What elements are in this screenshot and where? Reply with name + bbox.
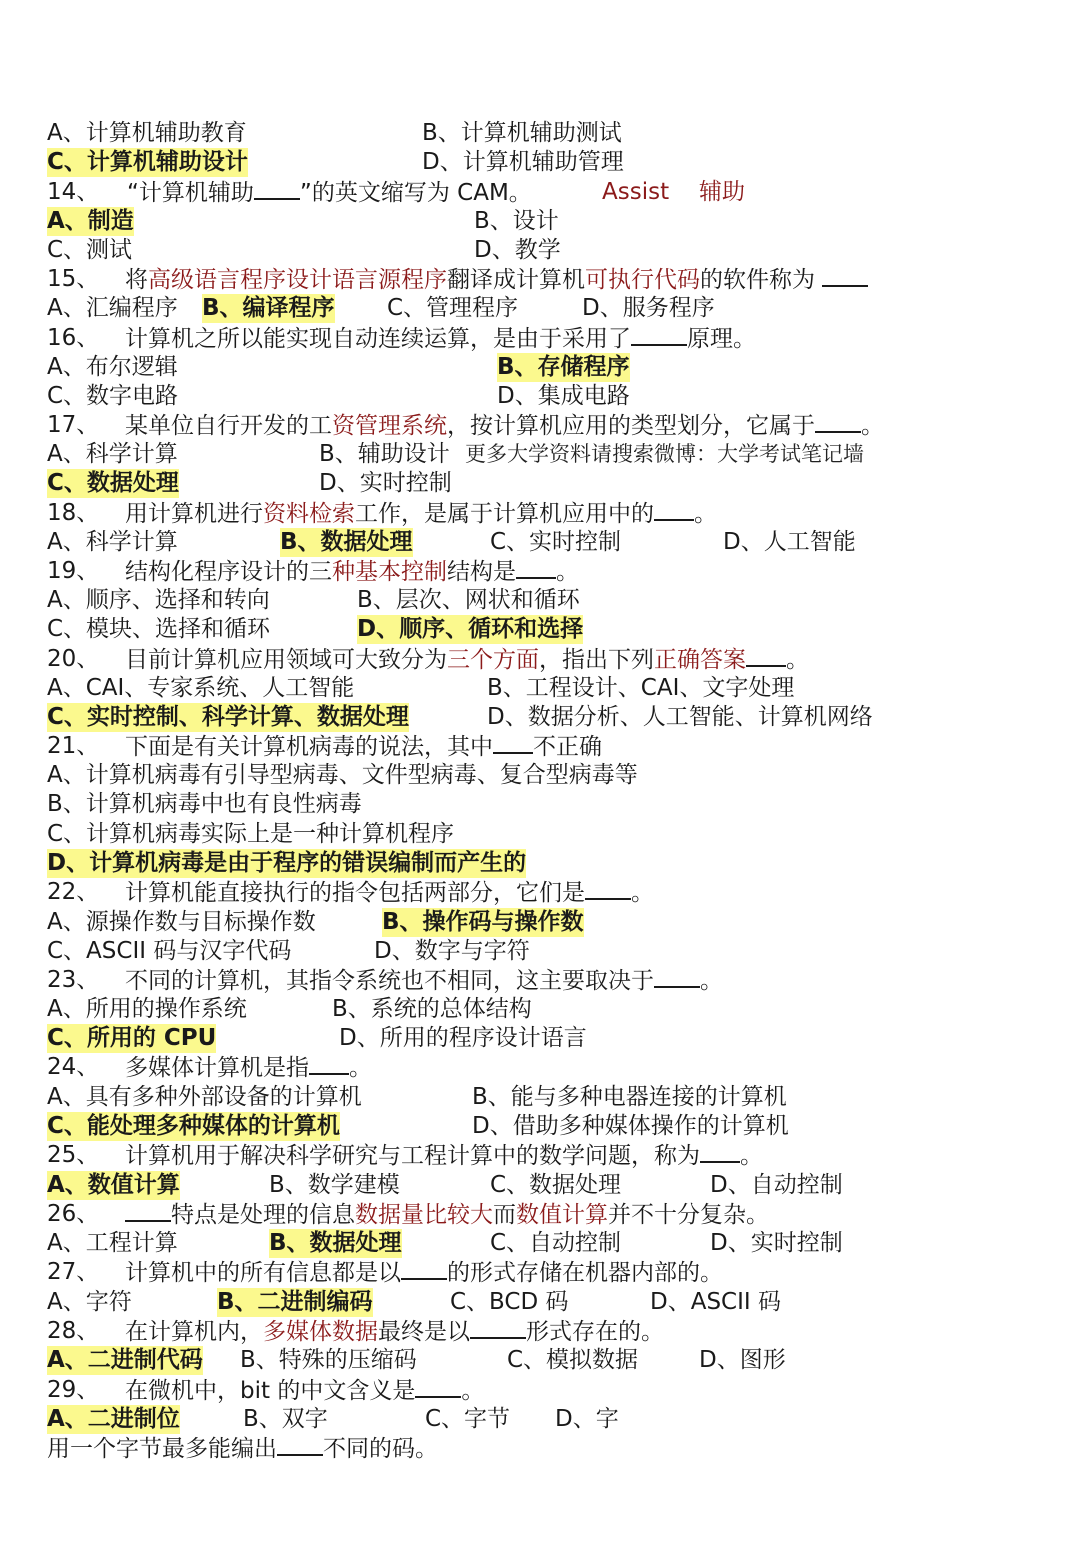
option-d: D、数据分析、人工智能、计算机网络 xyxy=(487,704,873,730)
answer-option-a: A、二进制代码 xyxy=(47,1347,203,1373)
option-c: C、数据处理 xyxy=(490,1172,622,1198)
answer-option-b: B、数据处理 xyxy=(280,529,413,555)
question-number: 19、 xyxy=(47,558,100,584)
option-d: D、ASCII 码 xyxy=(650,1289,781,1315)
question-text: 将高级语言程序设计语言源程序翻译成计算机可执行代码的软件称为 xyxy=(125,265,868,295)
keyword-note: 辅助 xyxy=(699,179,745,205)
answer-blank xyxy=(585,878,631,900)
option-c: C、ASCII 码与汉字代码 xyxy=(47,938,292,964)
option-d: D、所用的程序设计语言 xyxy=(339,1025,587,1051)
option-a: A、CAI、专家系统、人工智能 xyxy=(47,675,355,701)
question-number: 20、 xyxy=(47,646,100,672)
option-d: D、人工智能 xyxy=(723,529,856,555)
option-d: D、教学 xyxy=(474,237,561,263)
answer-blank xyxy=(700,1141,740,1163)
option-b: B、工程设计、CAI、文字处理 xyxy=(487,675,795,701)
option-a: A、科学计算 xyxy=(47,529,178,555)
question-number: 28、 xyxy=(47,1318,100,1344)
question-text: 在微机中，bit 的中文含义是 。 xyxy=(125,1378,485,1404)
answer-blank xyxy=(415,1376,461,1398)
question-number: 14、 xyxy=(47,179,100,205)
answer-blank xyxy=(822,265,868,287)
option-a: A、汇编程序 xyxy=(47,295,178,321)
option-d: D、字 xyxy=(555,1406,619,1432)
answer-blank xyxy=(493,732,533,754)
option-a: A、科学计算 xyxy=(47,441,178,467)
answer-option-b: B、二进制编码 xyxy=(217,1289,373,1315)
option-c: C、测试 xyxy=(47,237,133,263)
question-text: 在计算机内，多媒体数据最终是以 形式存在的。 xyxy=(125,1319,664,1345)
option-d: D、服务程序 xyxy=(582,295,715,321)
answer-blank xyxy=(401,1258,447,1280)
answer-option-b: B、存储程序 xyxy=(497,354,630,380)
option-d: D、图形 xyxy=(699,1347,786,1373)
option-b: B、层次、网状和循环 xyxy=(357,587,580,613)
option-c: C、字节 xyxy=(425,1406,511,1432)
answer-option-c: C、能处理多种媒体的计算机 xyxy=(47,1113,340,1139)
option-b: B、计算机病毒中也有良性病毒 xyxy=(47,791,362,817)
question-text: 下面是有关计算机病毒的说法，其中 不正确 xyxy=(125,734,602,760)
option-a: A、工程计算 xyxy=(47,1230,178,1256)
option-b: B、辅助设计 xyxy=(319,441,450,467)
option-d: D、自动控制 xyxy=(710,1172,843,1198)
option-d: D、借助多种媒体操作的计算机 xyxy=(472,1113,789,1139)
option-b: B、特殊的压缩码 xyxy=(240,1347,417,1373)
question-number: 17、 xyxy=(47,412,100,438)
question-number: 24、 xyxy=(47,1054,100,1080)
question-number: 16、 xyxy=(47,325,100,351)
option-a: A、顺序、选择和转向 xyxy=(47,587,270,613)
option-d: D、实时控制 xyxy=(710,1230,843,1256)
question-text: 计算机中的所有信息都是以 的形式存储在机器内部的。 xyxy=(125,1260,723,1286)
option-b: B、双字 xyxy=(243,1406,328,1432)
answer-option-a: A、二进制位 xyxy=(47,1406,180,1432)
option-a: A、计算机病毒有引导型病毒、文件型病毒、复合型病毒等 xyxy=(47,762,638,788)
answer-blank xyxy=(815,411,861,433)
question-number: 25、 xyxy=(47,1142,100,1168)
answer-blank xyxy=(309,1053,349,1075)
option-d: D、计算机辅助管理 xyxy=(422,149,624,175)
question-number: 22、 xyxy=(47,879,100,905)
question-text: 多媒体计算机是指 。 xyxy=(125,1055,372,1081)
answer-option-b: B、操作码与操作数 xyxy=(382,909,584,935)
watermark-note: 更多大学资料请搜索微博：大学考试笔记墙 xyxy=(465,442,864,466)
option-b: B、能与多种电器连接的计算机 xyxy=(472,1084,787,1110)
option-c: C、实时控制 xyxy=(490,529,622,555)
answer-blank xyxy=(516,557,556,579)
question-text: 用一个字节最多能编出 不同的码。 xyxy=(47,1436,438,1462)
option-c: C、数字电路 xyxy=(47,383,179,409)
question-text: 目前计算机应用领域可大致分为三个方面，指出下列正确答案 。 xyxy=(125,647,809,673)
option-a: A、布尔逻辑 xyxy=(47,354,178,380)
option-c: C、计算机病毒实际上是一种计算机程序 xyxy=(47,821,455,847)
question-number: 23、 xyxy=(47,967,100,993)
answer-blank xyxy=(125,1200,171,1222)
question-text: 不同的计算机，其指令系统也不相同，这主要取决于 。 xyxy=(125,968,723,994)
answer-option-a: A、数值计算 xyxy=(47,1172,180,1198)
option-c: C、自动控制 xyxy=(490,1230,622,1256)
option-b: B、设计 xyxy=(474,208,559,234)
question-text: 某单位自行开发的工资管理系统，按计算机应用的类型划分，它属于 。 xyxy=(125,413,884,439)
option-a: A、字符 xyxy=(47,1289,132,1315)
option-b: B、数学建模 xyxy=(269,1172,400,1198)
answer-option-c: C、计算机辅助设计 xyxy=(47,149,248,175)
question-number: 29、 xyxy=(47,1377,100,1403)
answer-option-d: D、顺序、循环和选择 xyxy=(357,616,584,642)
answer-option-c: C、实时控制、科学计算、数据处理 xyxy=(47,704,409,730)
option-c: C、模块、选择和循环 xyxy=(47,616,271,642)
option-c: C、管理程序 xyxy=(387,295,519,321)
answer-blank xyxy=(470,1317,526,1339)
answer-option-a: A、制造 xyxy=(47,208,134,234)
option-b: B、计算机辅助测试 xyxy=(422,120,622,146)
option-a: A、所用的操作系统 xyxy=(47,996,247,1022)
option-d: D、实时控制 xyxy=(319,470,452,496)
question-number: 18、 xyxy=(47,500,100,526)
option-c: C、模拟数据 xyxy=(507,1347,639,1373)
question-text: 计算机用于解决科学研究与工程计算中的数学问题，称为 。 xyxy=(125,1143,763,1169)
option-a: A、具有多种外部设备的计算机 xyxy=(47,1084,362,1110)
answer-blank xyxy=(277,1434,323,1456)
option-c: C、BCD 码 xyxy=(450,1289,569,1315)
option-b: B、系统的总体结构 xyxy=(332,996,532,1022)
question-number: 21、 xyxy=(47,733,100,759)
option-d: D、数字与字符 xyxy=(374,938,530,964)
question-text: 结构化程序设计的三种基本控制结构是 。 xyxy=(125,559,579,585)
answer-blank xyxy=(254,178,300,200)
question-text: 计算机之所以能实现自动连续运算，是由于采用了 原理。 xyxy=(125,326,756,352)
question-text: 特点是处理的信息数据量比较大而数值计算并不十分复杂。 xyxy=(125,1200,769,1230)
answer-option-d: D、计算机病毒是由于程序的错误编制而产生的 xyxy=(47,850,527,876)
answer-option-c: C、所用的 CPU xyxy=(47,1025,217,1051)
answer-blank xyxy=(746,645,786,667)
question-number: 26、 xyxy=(47,1201,100,1227)
option-a: A、源操作数与目标操作数 xyxy=(47,909,316,935)
answer-option-b: B、编译程序 xyxy=(202,295,335,321)
answer-option-b: B、数据处理 xyxy=(269,1230,402,1256)
question-text: 用计算机进行资料检索工作，是属于计算机应用中的 。 xyxy=(125,501,717,527)
option-d: D、集成电路 xyxy=(497,383,630,409)
question-number: 15、 xyxy=(47,266,100,292)
question-text: “计算机辅助 ”的英文缩写为 CAM。 xyxy=(127,180,532,206)
answer-blank xyxy=(654,966,700,988)
question-text: 计算机能直接执行的指令包括两部分，它们是 。 xyxy=(125,880,654,906)
answer-option-c: C、数据处理 xyxy=(47,470,179,496)
answer-blank xyxy=(631,324,687,346)
question-number: 27、 xyxy=(47,1259,100,1285)
answer-blank xyxy=(654,499,694,521)
keyword-note: Assist xyxy=(602,179,670,205)
option-a: A、计算机辅助教育 xyxy=(47,120,247,146)
